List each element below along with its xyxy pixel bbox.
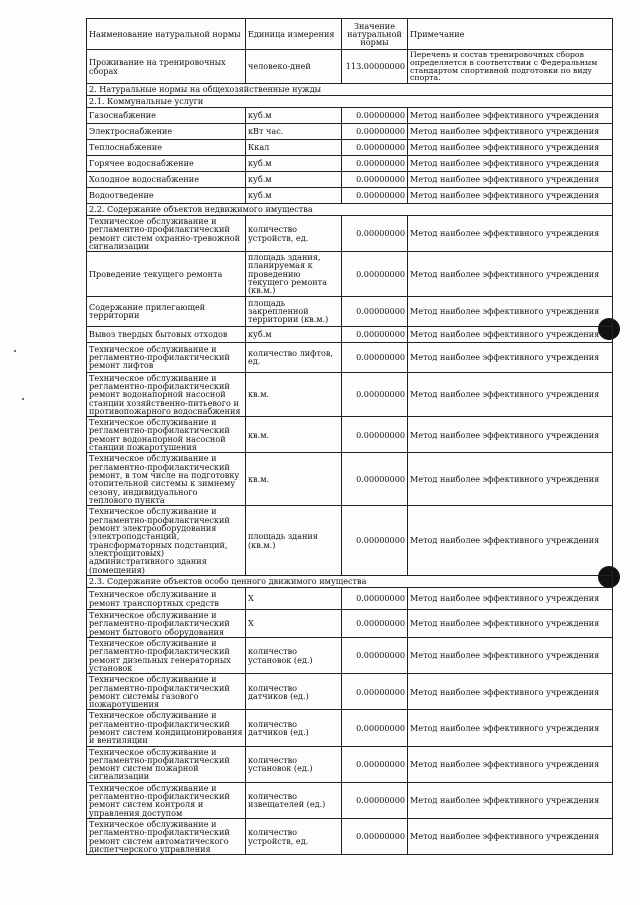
table-row	[87, 326, 613, 342]
section-title: 2. Натуральные нормы на общехозяйственные нужды	[87, 84, 613, 96]
row-value: 0.00000000	[342, 342, 408, 372]
row-value: 0.00000000	[342, 108, 408, 124]
row-name: Техническое обслуживание и регламентно-профилактический ремонт систем контроля и управления доступом	[87, 782, 246, 818]
section-row	[87, 576, 613, 588]
row-note: Метод наиболее эффективного учреждения	[408, 252, 613, 296]
row-unit: Х	[246, 588, 342, 610]
row-name: Техническое обслуживание и регламентно-профилактический ремонт, в том числе на подготовку отопительной системы к зимнему сезону, индивидуального теплового пункта	[87, 453, 246, 506]
row-unit: человеко-дней	[246, 50, 342, 84]
row-note: Метод наиболее эффективного учреждения	[408, 638, 613, 674]
table-row	[87, 296, 613, 326]
row-value: 0.00000000	[342, 674, 408, 710]
row-unit: количество лифтов, ед.	[246, 342, 342, 372]
row-name: Вывоз твердых бытовых отходов	[87, 326, 246, 342]
row-value: 0.00000000	[342, 372, 408, 416]
row-note: Метод наиболее эффективного учреждения	[408, 156, 613, 172]
row-value: 0.00000000	[342, 506, 408, 576]
row-value: 0.00000000	[342, 124, 408, 140]
row-unit: кВт час.	[246, 124, 342, 140]
row-unit: площадь здания, планируемая к проведению текущего ремонта (кв.м.)	[246, 252, 342, 296]
row-name: Техническое обслуживание и ремонт транспортных средств	[87, 588, 246, 610]
row-note: Метод наиболее эффективного учреждения	[408, 782, 613, 818]
table-row	[87, 453, 613, 506]
row-unit: куб.м	[246, 172, 342, 188]
row-name: Техническое обслуживание и регламентно-профилактический ремонт лифтов	[87, 342, 246, 372]
table-row	[87, 124, 613, 140]
row-note: Метод наиболее эффективного учреждения	[408, 188, 613, 204]
header-value: Значение натуральной нормы	[342, 19, 408, 50]
table-row	[87, 342, 613, 372]
table-row	[87, 782, 613, 818]
section-title: 2.2. Содержание объектов недвижимого имущества	[87, 204, 613, 216]
table-row	[87, 172, 613, 188]
row-name: Теплоснабжение	[87, 140, 246, 156]
row-unit: площадь здания (кв.м.)	[246, 506, 342, 576]
row-note: Метод наиболее эффективного учреждения	[408, 417, 613, 453]
row-value: 0.00000000	[342, 818, 408, 854]
table-row	[87, 746, 613, 782]
row-value: 0.00000000	[342, 216, 408, 252]
row-name: Электроснабжение	[87, 124, 246, 140]
row-unit: количество извещателей (ед.)	[246, 782, 342, 818]
row-value: 0.00000000	[342, 417, 408, 453]
row-note: Метод наиболее эффективного учреждения	[408, 453, 613, 506]
row-note: Метод наиболее эффективного учреждения	[408, 372, 613, 416]
row-name: Техническое обслуживание и регламентно-профилактический ремонт электрооборудования (электроподстанций, трансформаторных подстанций, электрощитовых) административного здания (помещения)	[87, 506, 246, 576]
table-row	[87, 818, 613, 854]
row-note: Метод наиболее эффективного учреждения	[408, 108, 613, 124]
row-name: Водоотведение	[87, 188, 246, 204]
row-note: Метод наиболее эффективного учреждения	[408, 746, 613, 782]
header-unit: Единица измерения	[246, 19, 342, 50]
table-row	[87, 610, 613, 638]
row-unit: количество установок (ед.)	[246, 746, 342, 782]
header-note: Примечание	[408, 19, 613, 50]
row-value: 0.00000000	[342, 782, 408, 818]
row-unit: Ккал	[246, 140, 342, 156]
utilities-group	[87, 108, 613, 204]
table-row	[87, 50, 613, 84]
table-row	[87, 188, 613, 204]
row-unit: количество датчиков (ед.)	[246, 674, 342, 710]
row-note: Метод наиболее эффективного учреждения	[408, 296, 613, 326]
row-note: Метод наиболее эффективного учреждения	[408, 140, 613, 156]
row-unit: кв.м.	[246, 453, 342, 506]
table-row	[87, 108, 613, 124]
row-unit: количество устройств, ед.	[246, 216, 342, 252]
row-unit: куб.м	[246, 188, 342, 204]
row-value: 0.00000000	[342, 172, 408, 188]
row-value: 0.00000000	[342, 710, 408, 746]
row-note: Метод наиболее эффективного учреждения	[408, 588, 613, 610]
row-name: Горячее водоснабжение	[87, 156, 246, 172]
section-title: 2.3. Содержание объектов особо ценного движимого имущества	[87, 576, 613, 588]
table-row	[87, 216, 613, 252]
row-name: Техническое обслуживание и регламентно-профилактический ремонт водонапорной насосной станции пожаротушения	[87, 417, 246, 453]
section-row	[87, 96, 613, 108]
row-name: Проведение текущего ремонта	[87, 252, 246, 296]
table-row	[87, 674, 613, 710]
row-value: 0.00000000	[342, 156, 408, 172]
row-unit: кв.м.	[246, 417, 342, 453]
header-name: Наименование натуральной нормы	[87, 19, 246, 50]
row-value: 113.00000000	[342, 50, 408, 84]
table-row	[87, 638, 613, 674]
scan-speck	[14, 350, 16, 352]
row-name: Техническое обслуживание и регламентно-профилактический ремонт бытового оборудования	[87, 610, 246, 638]
row-name: Техническое обслуживание и регламентно-профилактический ремонт систем кондиционирования и вентиляции	[87, 710, 246, 746]
scan-speck	[22, 398, 24, 400]
real-estate-group	[87, 216, 613, 576]
row-unit: количество датчиков (ед.)	[246, 710, 342, 746]
row-unit: площадь закрепленной территории (кв.м.)	[246, 296, 342, 326]
row-note: Перечень и состав тренировочных сборов определяется в соответствии с Федеральным стандартом спортивной подготовки по виду спорта.	[408, 50, 613, 84]
row-note: Метод наиболее эффективного учреждения	[408, 326, 613, 342]
row-value: 0.00000000	[342, 252, 408, 296]
row-value: 0.00000000	[342, 326, 408, 342]
row-unit: куб.м	[246, 156, 342, 172]
row-value: 0.00000000	[342, 453, 408, 506]
row-name: Содержание прилегающей территории	[87, 296, 246, 326]
row-note: Метод наиболее эффективного учреждения	[408, 172, 613, 188]
row-unit: Х	[246, 610, 342, 638]
table-row	[87, 372, 613, 416]
row-note: Метод наиболее эффективного учреждения	[408, 506, 613, 576]
row-name: Техническое обслуживание и регламентно-профилактический ремонт систем пожарной сигнализации	[87, 746, 246, 782]
row-value: 0.00000000	[342, 188, 408, 204]
row-unit: количество устройств, ед.	[246, 818, 342, 854]
row-value: 0.00000000	[342, 296, 408, 326]
row-unit: куб.м	[246, 108, 342, 124]
row-note: Метод наиболее эффективного учреждения	[408, 710, 613, 746]
section-title: 2.1. Коммунальные услуги	[87, 96, 613, 108]
row-name: Техническое обслуживание и регламентно-профилактический ремонт систем охранно-тревожной сигнализации	[87, 216, 246, 252]
natural-norms-table	[86, 18, 613, 855]
row-value: 0.00000000	[342, 610, 408, 638]
table-row	[87, 588, 613, 610]
section-row	[87, 204, 613, 216]
row-value: 0.00000000	[342, 140, 408, 156]
row-name: Техническое обслуживание и регламентно-профилактический ремонт водонапорной насосной станции хозяйственно-питьевого и противопожарного водоснабжения	[87, 372, 246, 416]
row-note: Метод наиболее эффективного учреждения	[408, 674, 613, 710]
row-value: 0.00000000	[342, 746, 408, 782]
row-name: Холодное водоснабжение	[87, 172, 246, 188]
row-unit: куб.м	[246, 326, 342, 342]
section-row	[87, 84, 613, 96]
row-name: Газоснабжение	[87, 108, 246, 124]
table-row	[87, 506, 613, 576]
row-value: 0.00000000	[342, 638, 408, 674]
table-header-row	[87, 19, 613, 50]
table-row	[87, 140, 613, 156]
table-row	[87, 417, 613, 453]
row-name: Техническое обслуживание и регламентно-профилактический ремонт дизельных генераторных установок	[87, 638, 246, 674]
row-name: Техническое обслуживание и регламентно-профилактический ремонт системы газового пожаротушения	[87, 674, 246, 710]
row-name: Проживание на тренировочных сборах	[87, 50, 246, 84]
row-value: 0.00000000	[342, 588, 408, 610]
movable-property-group	[87, 588, 613, 855]
table-row	[87, 156, 613, 172]
table-row	[87, 710, 613, 746]
row-note: Метод наиболее эффективного учреждения	[408, 216, 613, 252]
row-unit: количество установок (ед.)	[246, 638, 342, 674]
table-row	[87, 252, 613, 296]
row-name: Техническое обслуживание и регламентно-профилактический ремонт систем автоматического диспетчерского управления	[87, 818, 246, 854]
row-note: Метод наиболее эффективного учреждения	[408, 124, 613, 140]
row-note: Метод наиболее эффективного учреждения	[408, 342, 613, 372]
row-note: Метод наиболее эффективного учреждения	[408, 818, 613, 854]
row-unit: кв.м.	[246, 372, 342, 416]
row-note: Метод наиболее эффективного учреждения	[408, 610, 613, 638]
